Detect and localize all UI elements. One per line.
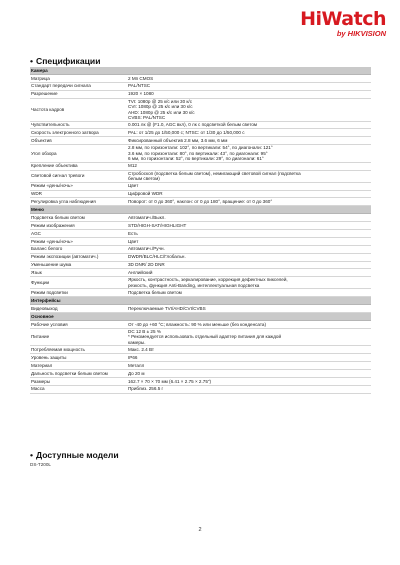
spec-value-line: CVI: 1080p @ 25 к/с или 30 к/с: [128, 104, 193, 110]
spec-value-line: 0.001 лк @ (F1.0, AGC вкл), 0 лк с подсветкой белым светом: [128, 122, 258, 128]
spec-value-line: * Рекомендуется использовать отдельный адаптер питания для каждой: [128, 334, 282, 340]
spec-label: Материал: [30, 362, 127, 370]
table-row: [30, 190, 371, 198]
spec-label: Режим «день/ночь»: [30, 182, 127, 190]
spec-label: Угол обзора: [30, 145, 127, 163]
table-section-header: [30, 67, 371, 74]
table-row: [30, 170, 371, 182]
table-row: [30, 289, 371, 297]
table-row: [30, 277, 371, 289]
spec-value-line: Автоматич./Выкл.: [128, 214, 166, 220]
spec-label: Функции: [30, 277, 127, 289]
spec-value-line: 3.6 мм, по горизонтали: 80°, по вертикали: 43°, по диагонали: 95°: [128, 150, 268, 156]
spec-value: [127, 98, 371, 121]
table-row: [30, 98, 371, 121]
spec-value: [127, 369, 371, 377]
table-section-header: [30, 206, 371, 214]
spec-value-line: DC 12 В ± 25 %: [128, 328, 161, 334]
spec-value-line: камеры.: [128, 339, 146, 345]
spec-value: [127, 198, 371, 206]
model-list: DS-T200L: [30, 462, 51, 467]
table-row: [30, 222, 371, 230]
section-title-specifications: • Спецификации: [30, 56, 101, 66]
spec-label: Световой сигнал тревоги: [30, 170, 127, 182]
table-section-header: [30, 312, 371, 320]
table-row: [30, 305, 371, 313]
table-row: [30, 198, 371, 206]
spec-value: [127, 305, 371, 313]
table-row: [30, 369, 371, 377]
spec-value: [127, 162, 371, 170]
section-header-label: Основное: [30, 312, 371, 320]
table-row: [30, 320, 371, 328]
spec-value: [127, 237, 371, 245]
table-row: [30, 162, 371, 170]
spec-value-line: 1920 × 1080: [128, 91, 154, 97]
spec-value-line: DWDR/BLC/HLC/Глобальн.: [128, 254, 186, 260]
table-row: [30, 362, 371, 370]
table-row: [30, 237, 371, 245]
table-row: [30, 354, 371, 362]
brand-byline: by HIKVISION: [336, 29, 386, 38]
spec-value-line: белым светом): [128, 176, 160, 182]
table-row: [30, 385, 371, 393]
spec-value-line: CVBS: PAL/NTSC: [128, 115, 166, 121]
spec-label: Уменьшение шума: [30, 261, 127, 269]
spec-value: [127, 245, 371, 253]
spec-value-line: AHD: 1080p @ 25 к/с или 30 к/с: [128, 109, 195, 115]
spec-value: [127, 182, 371, 190]
spec-label: Уровень защиты: [30, 354, 127, 362]
spec-label: Масса: [30, 385, 127, 393]
spec-label: Регулировка угла наблюдения: [30, 198, 127, 206]
table-row: [30, 245, 371, 253]
spec-value: [127, 377, 371, 385]
spec-label: Режим «день/ночь»: [30, 237, 127, 245]
spec-value-line: Автоматич./Ручн.: [128, 246, 165, 252]
spec-label: WDR: [30, 190, 127, 198]
table-row: [30, 377, 371, 385]
spec-value: [127, 90, 371, 98]
spec-value-line: Стробоскоп (подсветка белым светом), немигающий световой сигнал (подсветка: [128, 170, 301, 176]
spec-value-line: PAL/NTSC: [128, 83, 151, 89]
spec-value-line: Переключаемые TVI/AHD/CVI/CVBS: [128, 305, 206, 311]
page-number: 2: [198, 527, 202, 533]
spec-value-line: 162.7 × 70 × 70 мм (6.41 × 2.75 × 2.75"): [128, 378, 212, 384]
spec-value: [127, 190, 371, 198]
spec-value-line: Цвет: [128, 238, 139, 244]
spec-label: Язык: [30, 269, 127, 277]
spec-value-line: STD/HIGH-SAT/HIGHLIGHT: [128, 222, 187, 228]
spec-value-line: 6 мм, по горизонтали: 52°, по вертикали: 29°, по диагонали: 61°: [128, 156, 264, 162]
spec-value-line: Металл: [128, 362, 145, 368]
table-row: [30, 121, 371, 129]
spec-value: [127, 222, 371, 230]
section-title-models: • Доступные модели: [30, 450, 119, 460]
spec-value-line: M12: [128, 163, 137, 169]
spec-label: Разрешение: [30, 90, 127, 98]
spec-value: [127, 170, 371, 182]
table-row: [30, 328, 371, 346]
spec-value: [127, 229, 371, 237]
spec-label: Крепление объектива: [30, 162, 127, 170]
table-row: [30, 269, 371, 277]
specifications-table: [30, 67, 371, 394]
spec-label: Дальность подсветки белым светом: [30, 369, 127, 377]
table-row: [30, 182, 371, 190]
section-header-label: Камера: [30, 67, 371, 74]
spec-label: Частота кадров: [30, 98, 127, 121]
spec-value: [127, 346, 371, 354]
spec-label: Скорость электронного затвора: [30, 129, 127, 137]
spec-value-line: До 20 м: [128, 370, 145, 376]
spec-label: Матрица: [30, 74, 127, 82]
spec-label: Режим экспозиции (автоматич.): [30, 253, 127, 261]
spec-value-line: Цифровой WDR: [128, 191, 163, 197]
spec-value: [127, 74, 371, 82]
table-row: [30, 137, 371, 145]
spec-label: Баланс белого: [30, 245, 127, 253]
spec-label: Стандарт передачи сигнала: [30, 82, 127, 90]
brand-logo: [300, 10, 386, 38]
spec-label: AGC: [30, 229, 127, 237]
bullet-icon: •: [30, 56, 34, 66]
spec-value: [127, 362, 371, 370]
table-row: [30, 261, 371, 269]
table-row: [30, 253, 371, 261]
spec-value-line: PAL: от 1/25 до 1/50,000 с; NTSC: от 1/30 до 1/50,000 с: [128, 130, 245, 136]
spec-label: Рабочие условия: [30, 320, 127, 328]
spec-value-line: 2 Мп CMOS: [128, 75, 154, 81]
spec-value: [127, 129, 371, 137]
table-row: [30, 229, 371, 237]
table-row: [30, 214, 371, 222]
spec-value: [127, 214, 371, 222]
spec-value: [127, 253, 371, 261]
spec-value-line: От -40 до +60 °C; влажность: 90 % или меньше (без конденсата): [128, 321, 266, 327]
table-row: [30, 346, 371, 354]
spec-value: [127, 277, 371, 289]
table-section-header: [30, 297, 371, 305]
spec-value-line: резкость, функция Anti-Banding, интеллектуальная подсветка: [128, 282, 260, 288]
spec-label: Объектив: [30, 137, 127, 145]
spec-value: [127, 320, 371, 328]
spec-value: [127, 269, 371, 277]
spec-value-line: Макс. 2.4 Вт: [128, 346, 155, 352]
spec-label: Потребляемая мощность: [30, 346, 127, 354]
section-header-label: Меню: [30, 206, 371, 214]
spec-value: [127, 121, 371, 129]
spec-value-line: Есть: [128, 230, 138, 236]
spec-value-line: Английский: [128, 270, 153, 276]
spec-label: Режим подсветки: [30, 289, 127, 297]
spec-value-line: Поворот: от 0 до 360°, наклон: от 0 до 180°, вращение: от 0 до 360°: [128, 199, 273, 205]
table-row: [30, 82, 371, 90]
spec-value: [127, 137, 371, 145]
spec-value-line: Фиксированный объектив 2.8 мм, 3.6 мм, 6 мм: [128, 138, 228, 144]
table-row: [30, 90, 371, 98]
spec-label: Видеовыход: [30, 305, 127, 313]
spec-value-line: 2.8 мм, по горизонтали: 102°, по вертикали: 54°, по диагонали: 121°: [128, 145, 273, 151]
table-row: [30, 129, 371, 137]
spec-value: [127, 328, 371, 346]
spec-value-line: Яркость, контрастность, зеркалирование, коррекция дефектных пикселей,: [128, 277, 288, 283]
spec-label: Размеры: [30, 377, 127, 385]
brand-name: HiWatch: [300, 8, 386, 30]
spec-value-line: IP66: [128, 354, 138, 360]
spec-value: [127, 145, 371, 163]
spec-value-line: 3D DNR/ 2D DNR: [128, 262, 165, 268]
spec-value: [127, 261, 371, 269]
spec-label: Питание: [30, 328, 127, 346]
spec-value-line: Цвет: [128, 183, 139, 189]
spec-value: [127, 82, 371, 90]
spec-label: Режим изображения: [30, 222, 127, 230]
spec-label: Чувствительность: [30, 121, 127, 129]
spec-value-line: Приблиз. 256.5 г: [128, 386, 164, 392]
bullet-icon: •: [30, 450, 34, 460]
spec-value-line: TVI: 1080p @ 25 к/с или 30 к/с: [128, 98, 192, 104]
section-header-label: Интерфейсы: [30, 297, 371, 305]
spec-value: [127, 354, 371, 362]
table-row: [30, 145, 371, 163]
table-row: [30, 74, 371, 82]
spec-label: Подсветка белым светом: [30, 214, 127, 222]
spec-value-line: Подсветка белым светом: [128, 290, 182, 295]
spec-value: [127, 385, 371, 393]
spec-value: [127, 289, 371, 297]
